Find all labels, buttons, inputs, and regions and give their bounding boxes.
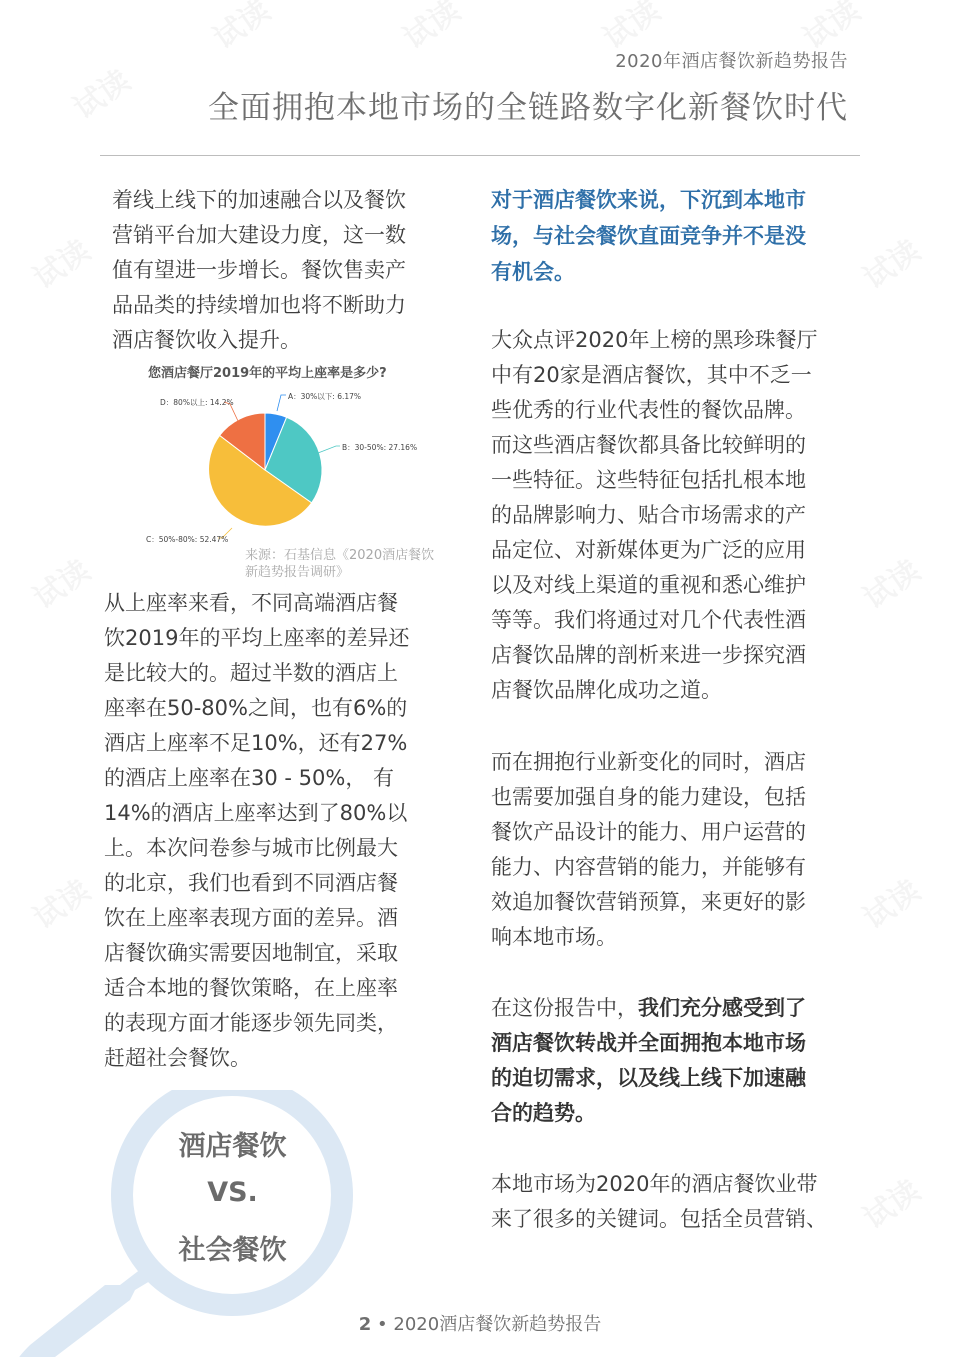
text-line: 有机会。 bbox=[491, 260, 575, 284]
keywords-paragraph bbox=[491, 1167, 841, 1237]
text-line: 14%的酒店上座率达到了80%以 bbox=[104, 801, 408, 825]
text-line: 酒店上座率不足10%，还有27% bbox=[104, 731, 408, 755]
chart-title: 您酒店餐厅2019年的平均上座率是多少? bbox=[148, 366, 387, 381]
text-line: 餐饮产品设计的能力、用户运营的 bbox=[491, 820, 806, 844]
text-line: 对于酒店餐饮来说，下沉到本地市 bbox=[491, 188, 806, 212]
page-footer bbox=[0, 1310, 960, 1336]
text-line: 着线上线下的加速融合以及餐饮 bbox=[112, 188, 406, 212]
watermark bbox=[23, 547, 97, 617]
footer-report-name: 2020酒店餐饮新趋势报告 bbox=[393, 1314, 602, 1335]
text-line: 值有望进一步增长。餐饮售卖产 bbox=[112, 258, 406, 282]
text-line: 的酒店上座率在30 - 50%， 有 bbox=[104, 766, 395, 790]
text-line: 饮2019年的平均上座率的差异还 bbox=[104, 626, 410, 650]
text-line: 本地市场为2020年的酒店餐饮业带 bbox=[491, 1172, 818, 1196]
text-line: 中有20家是酒店餐饮，其中不乏一 bbox=[491, 363, 812, 387]
watermark bbox=[23, 227, 97, 297]
bold-text: 我们充分感受到了 bbox=[638, 996, 806, 1020]
text-line: 的品牌影响力、贴合市场需求的产 bbox=[491, 503, 806, 527]
text-line: 的北京，我们也看到不同酒店餐 bbox=[104, 871, 398, 895]
text-line: 上。本次问卷参与城市比例最大 bbox=[104, 836, 398, 860]
text-line: 品品类的持续增加也将不断助力 bbox=[112, 293, 406, 317]
vs-label: VS. bbox=[207, 1177, 258, 1208]
text-line: 在这份报告中，我们充分感受到了 bbox=[491, 996, 806, 1020]
footer-separator: • bbox=[377, 1314, 388, 1335]
capability-paragraph bbox=[491, 745, 841, 955]
text-line: 赶超社会餐饮。 bbox=[104, 1046, 251, 1070]
text-line: 而这些酒店餐饮都具备比较鲜明的 bbox=[491, 433, 806, 457]
black-pearl-paragraph bbox=[491, 323, 841, 708]
text-line: 等等。我们将通过对几个代表性酒 bbox=[491, 608, 806, 632]
text-line: 些优秀的行业代表性的餐饮品牌。 bbox=[491, 398, 806, 422]
text-line: 店餐饮品牌的剖析来进一步探究酒 bbox=[491, 643, 806, 667]
text-line: 也需要加强自身的能力建设，包括 bbox=[491, 785, 806, 809]
text-line: 场，与社会餐饮直面竞争并不是没 bbox=[491, 224, 806, 248]
vs-social-dining: 社会餐饮 bbox=[178, 1235, 287, 1266]
analysis-paragraph bbox=[104, 586, 439, 1076]
text-line: 营销平台加大建设力度，这一数 bbox=[112, 223, 406, 247]
text-line: 从上座率来看，不同高端酒店餐 bbox=[104, 591, 398, 615]
watermark bbox=[853, 227, 927, 297]
intro-paragraph bbox=[112, 183, 442, 358]
report-summary-paragraph bbox=[491, 991, 841, 1131]
header-divider bbox=[100, 155, 860, 156]
slice-label-a: A：30%以下: 6.17% bbox=[288, 392, 362, 401]
text-line: 而在拥抱行业新变化的同时，酒店 bbox=[491, 750, 806, 774]
text-line: 以及对线上渠道的重视和悉心维护 bbox=[491, 573, 806, 597]
bold-text: 合的趋势。 bbox=[491, 1101, 596, 1125]
text-line: 响本地市场。 bbox=[491, 925, 617, 949]
watermark bbox=[393, 0, 467, 57]
text-line: 一些特征。这些特征包括扎根本地 bbox=[491, 468, 806, 492]
text-line: 是比较大的。超过半数的酒店上 bbox=[104, 661, 398, 685]
vs-hotel-dining: 酒店餐饮 bbox=[178, 1131, 287, 1162]
bold-text: 酒店餐饮转战并全面拥抱本地市场 bbox=[491, 1031, 806, 1055]
slice-label-b: B：30-50%: 27.16% bbox=[342, 443, 418, 452]
watermark bbox=[63, 57, 137, 127]
watermark bbox=[203, 0, 277, 57]
text-line: 酒店餐饮收入提升。 bbox=[112, 328, 301, 352]
text-line: 座率在50-80%之间，也有6%的 bbox=[104, 696, 408, 720]
lead-highlight bbox=[491, 182, 841, 290]
text-line: 能力、内容营销的能力，并能够有 bbox=[491, 855, 806, 879]
watermark bbox=[853, 1167, 927, 1237]
text-line: 适合本地的餐饮策略，在上座率 bbox=[104, 976, 398, 1000]
text-line: 店餐饮确实需要因地制宜，采取 bbox=[104, 941, 398, 965]
source-note: 来源：石基信息《2020酒店餐饮新趋势报告调研》 bbox=[245, 548, 435, 580]
watermark bbox=[853, 547, 927, 617]
text-line: 品定位、对新媒体更为广泛的应用 bbox=[491, 538, 806, 562]
page-title: 全面拥抱本地市场的全链路数字化新餐饮时代 bbox=[208, 90, 848, 126]
slice-label-d: D：80%以上: 14.2% bbox=[160, 398, 234, 407]
text-line: 效追加餐饮营销预算，来更好的影 bbox=[491, 890, 806, 914]
text-line: 饮在上座率表现方面的差异。酒 bbox=[104, 906, 398, 930]
watermark bbox=[23, 867, 97, 937]
watermark bbox=[853, 867, 927, 937]
report-name: 2020年酒店餐饮新趋势报告 bbox=[615, 51, 848, 72]
bold-text: 的迫切需求，以及线上线下加速融 bbox=[491, 1066, 806, 1090]
text-line: 来了很多的关键词。包括全员营销、 bbox=[491, 1207, 827, 1231]
page-number: 2 bbox=[358, 1314, 372, 1335]
slice-label-c: C：50%-80%: 52.47% bbox=[146, 535, 229, 544]
text-line: 店餐饮品牌化成功之道。 bbox=[491, 678, 722, 702]
text-line: 大众点评2020年上榜的黑珍珠餐厅 bbox=[491, 328, 818, 352]
text-line: 的表现方面才能逐步领先同类， bbox=[104, 1011, 398, 1035]
